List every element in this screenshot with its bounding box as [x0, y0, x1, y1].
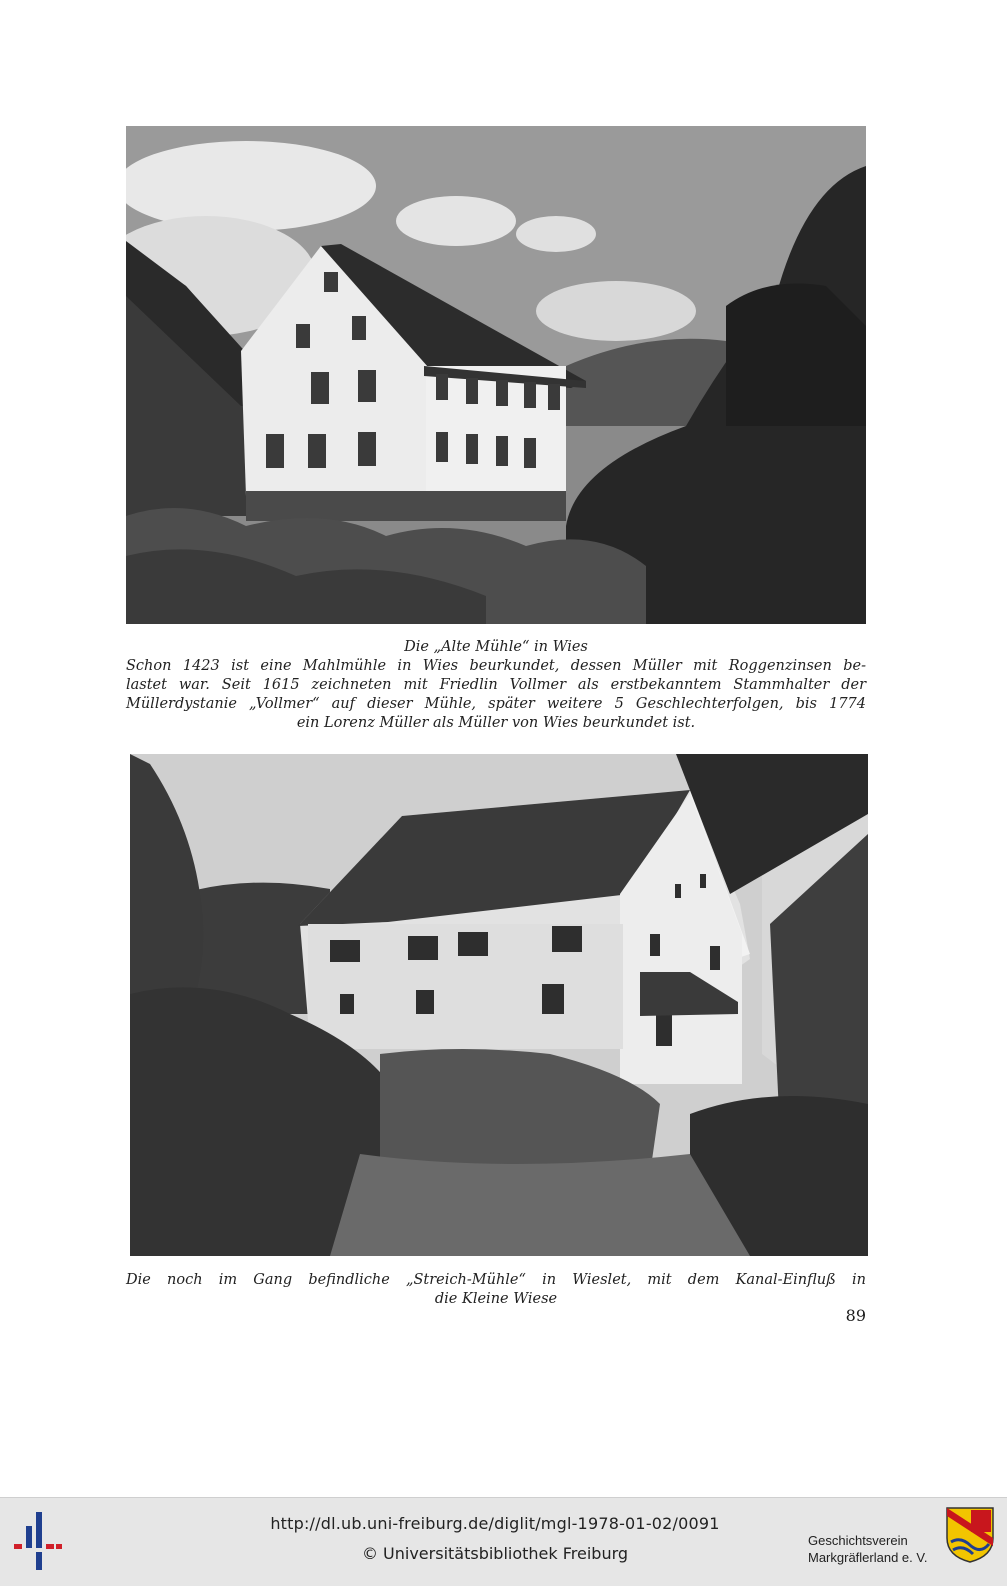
caption-1-body: [126, 657, 866, 733]
caption-1-line: ein Lorenz Müller als Müller von Wies beurkundet ist.: [296, 715, 696, 731]
footer-bar: [0, 1497, 1007, 1586]
caption-2-line: Die noch im Gang befindliche „Streich-Mühle“ in Wieslet, mit dem Kanal-Einfluß in: [126, 1272, 866, 1288]
page-number: 89: [845, 1306, 866, 1325]
caption-2-line: die Kleine Wiese: [434, 1291, 558, 1307]
caption-1-line: Schon 1423 ist eine Mahlmühle in Wies beurkundet, dessen Müller mit Roggenzinsen be-: [126, 658, 866, 674]
footer-copyright: © Universitätsbibliothek Freiburg: [361, 1544, 629, 1563]
caption-1-line: lastet war. Seit 1615 zeichneten mit Friedlin Vollmer als erstbekanntem Stammhalter der: [126, 677, 866, 693]
society-line-1: Geschichtsverein: [808, 1533, 908, 1548]
caption-2: [126, 1271, 866, 1309]
society-name: [808, 1532, 938, 1566]
streich-muehle-photo: [130, 754, 868, 1256]
alte-muehle-photo: [126, 126, 866, 624]
caption-1-line: Müllerdystanie „Vollmer“ auf dieser Mühle, später weitere 5 Geschlechterfolgen, bis 1774: [126, 696, 866, 712]
society-line-2: Markgräflerland e. V.: [808, 1550, 928, 1565]
caption-1-title: Die „Alte Mühle“ in Wies: [404, 639, 588, 655]
ub-freiburg-logo-icon[interactable]: [14, 1512, 62, 1572]
society-crest-icon[interactable]: [945, 1506, 995, 1564]
footer-url-link[interactable]: http://dl.ub.uni-freiburg.de/diglit/mgl-1978-01-02/0091: [270, 1514, 720, 1533]
